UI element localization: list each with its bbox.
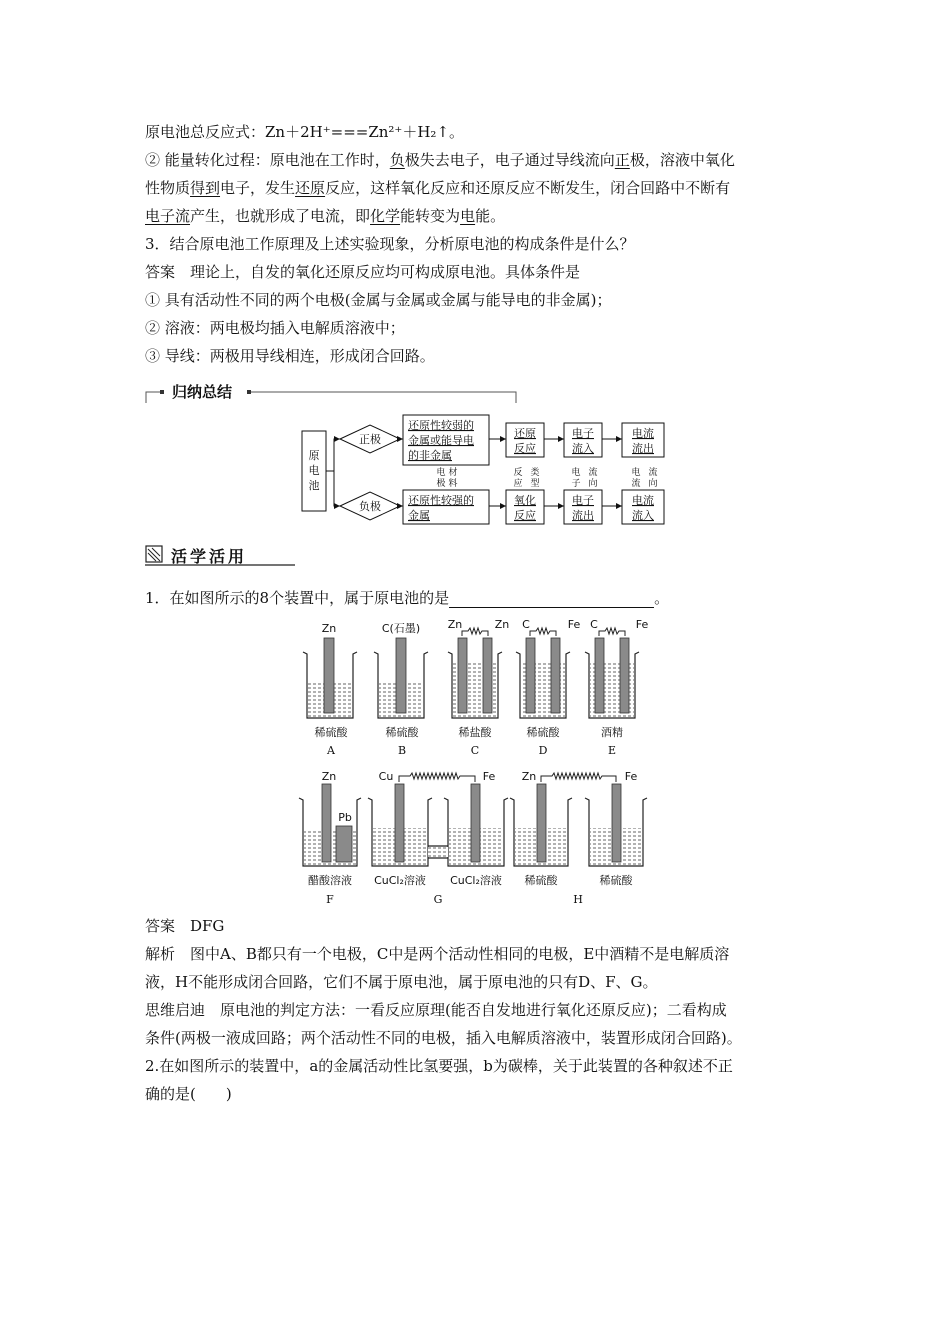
answer-blank [449, 593, 654, 608]
ann-3a: 电 [571, 468, 581, 478]
device-a-id: A [327, 744, 335, 757]
device-d-electrode-2: Fe [567, 618, 581, 631]
device-f-solution: 醋酸溶液 [308, 874, 352, 887]
text-span: 性物质 [145, 179, 191, 197]
iin-1: 电流 [632, 494, 654, 507]
ein-1: 电子 [572, 427, 594, 440]
red-1: 还原 [514, 427, 536, 440]
pos-mat-1: 还原性较弱的 [408, 419, 474, 432]
condition-1: ① 具有活动性不同的两个电极(金属与金属或金属与能导电的非金属)； [145, 291, 612, 309]
device-e [585, 618, 648, 757]
answer-negative: 负 [389, 151, 405, 169]
ann-2a: 反 [513, 468, 523, 478]
ann-4d: 向 [648, 479, 658, 489]
explanation-line-2: 液，H不能形成闭合回路，它们不属于原电池，属于原电池的只有D、F、G。 [145, 973, 658, 991]
ann-4c: 流 [648, 468, 658, 478]
device-b-id: B [397, 744, 407, 757]
galvanic-cell-flowchart [300, 413, 670, 528]
ann-3b: 子 [571, 479, 581, 489]
text-span: 极失去电子，电子通过导线流向 [404, 151, 615, 169]
condition-2: ② 溶液：两电极均插入电解质溶液中； [145, 319, 405, 337]
answer-3-intro: 答案 理论上，自发的氧化还原反应均可构成原电池。具体条件是 [145, 263, 581, 281]
device-f-electrode-2: Pb [338, 811, 352, 824]
answer-electric: 电 [460, 207, 476, 225]
device-f [299, 770, 361, 906]
device-c-electrode-2: Zn [494, 618, 510, 631]
neg-mat-2: 金属 [408, 509, 430, 522]
red-2: 反应 [514, 442, 536, 455]
thinking-line-1: 思维启迪 原电池的判定方法：一看反应原理(能否自发地进行氧化还原反应)；二看构成 [145, 1001, 727, 1019]
device-g [368, 770, 508, 906]
pos-mat-2: 金属或能导电 [408, 434, 474, 447]
eout-2: 流出 [572, 509, 594, 522]
device-e-electrode-2: Fe [635, 618, 649, 631]
device-g-id: G [433, 893, 443, 906]
practice-title: 活学活用 [171, 547, 248, 566]
device-h-solution-2: 稀硫酸 [599, 874, 633, 887]
answer-reduction: 还原 [295, 179, 326, 197]
answer-electron-flow: 电子流 [145, 207, 191, 225]
iout-1: 电流 [632, 427, 654, 440]
answer-gain: 得到 [190, 179, 221, 197]
positive-label: 正极 [359, 433, 381, 446]
ann-2b: 应 [513, 479, 523, 489]
ann-4b: 流 [631, 479, 641, 489]
energy-conversion-line-2 [145, 178, 730, 198]
question-2-line-1: 2.在如图所示的装置中，a的金属活动性比氢要强，b为碳棒，关于此装置的各种叙述不正 [145, 1057, 733, 1075]
device-e-id: E [607, 744, 617, 757]
device-d-id: D [538, 744, 548, 757]
device-d [516, 618, 580, 757]
device-h-electrode-1: Zn [521, 770, 537, 783]
negative-label: 负极 [359, 500, 381, 513]
question-1 [145, 588, 669, 608]
explanation-line-1: 解析 图中A、B都只有一个电极，C中是两个活动性相同的电极，E中酒精不是电解质溶 [145, 945, 730, 963]
thinking-line-2: 条件(两极一液成回路；两个活动性不同的电极，插入电解质溶液中，装置形成闭合回路)。 [145, 1029, 742, 1047]
condition-3: ③ 导线：两极用导线相连，形成闭合回路。 [145, 347, 435, 365]
device-e-electrode-1: C [590, 618, 598, 631]
ox-2: 反应 [514, 509, 536, 522]
ann-2c: 类 [530, 468, 540, 478]
device-c [448, 618, 510, 757]
text-span: 能转变为 [400, 207, 461, 225]
device-g-solution-2: CuCl₂溶液 [450, 874, 502, 887]
summary-title: 归纳总结 [168, 381, 236, 402]
device-d-solution: 稀硫酸 [526, 726, 560, 739]
reaction-equation: 原电池总反应式：Zn＋2H⁺===Zn²⁺＋H₂↑。 [145, 123, 465, 141]
question-2-line-2: 确的是( ) [145, 1085, 232, 1103]
text-span: 极，溶液中氧化 [629, 151, 735, 169]
question-3: 3．结合原电池工作原理及上述实验现象，分析原电池的构成条件是什么？ [145, 235, 635, 253]
device-a [303, 622, 357, 757]
ann-1b: 极 [436, 479, 446, 489]
neg-mat-1: 还原性较强的 [408, 494, 474, 507]
device-a-electrode: Zn [321, 622, 337, 635]
root-char-3: 池 [308, 479, 320, 492]
ann-3d: 向 [588, 479, 598, 489]
root-char-1: 原 [308, 449, 320, 462]
answer-positive: 正 [614, 151, 630, 169]
ann-4a: 电 [631, 468, 641, 478]
iin-2: 流入 [632, 509, 654, 522]
ann-1a: 电 [436, 468, 446, 478]
ann-2d: 型 [530, 479, 540, 489]
device-f-electrode-1: Zn [321, 770, 337, 783]
device-h-electrode-2: Fe [624, 770, 638, 783]
device-f-id: F [326, 893, 334, 906]
ann-1d: 料 [448, 479, 458, 489]
device-e-solution: 酒精 [601, 726, 623, 739]
device-g-electrode-1: Cu [378, 770, 394, 783]
device-h-solution-1: 稀硫酸 [524, 874, 558, 887]
text-span: 1．在如图所示的8个装置中，属于原电池的是 [145, 589, 450, 607]
energy-conversion-line-3 [145, 206, 505, 226]
device-d-electrode-1: C [522, 618, 530, 631]
device-b [374, 622, 428, 757]
ann-3c: 流 [588, 468, 598, 478]
device-b-electrode: C(石墨) [381, 622, 421, 635]
root-char-2: 电 [308, 464, 320, 477]
answer-chemical: 化学 [370, 207, 401, 225]
text-span: 电子，发生 [220, 179, 296, 197]
ox-1: 氧化 [514, 494, 536, 507]
eight-devices-figure [298, 614, 660, 909]
text-span: 反应，这样氧化反应和还原反应不断发生，闭合回路中不断有 [325, 179, 731, 197]
energy-conversion-line-1 [145, 150, 735, 170]
device-h-id: H [573, 893, 583, 906]
device-g-electrode-2: Fe [482, 770, 496, 783]
eout-1: 电子 [572, 494, 594, 507]
device-a-solution: 稀硫酸 [314, 726, 348, 739]
device-g-solution-1: CuCl₂溶液 [374, 874, 426, 887]
device-c-solution: 稀盐酸 [458, 726, 492, 739]
iout-2: 流出 [632, 442, 654, 455]
device-h [510, 770, 647, 906]
text-span: 能。 [475, 207, 506, 225]
answer-1: 答案 DFG [145, 917, 225, 935]
text-span: ② 能量转化过程：原电池在工作时， [145, 151, 390, 169]
text-span: 。 [654, 589, 670, 607]
pos-mat-3: 的非金属 [408, 449, 452, 462]
text-span: 产生，也就形成了电流，即 [190, 207, 371, 225]
ein-2: 流入 [572, 442, 594, 455]
ann-1c: 材 [448, 468, 458, 478]
device-c-id: C [470, 744, 480, 757]
device-b-solution: 稀硫酸 [385, 726, 419, 739]
device-c-electrode-1: Zn [447, 618, 463, 631]
